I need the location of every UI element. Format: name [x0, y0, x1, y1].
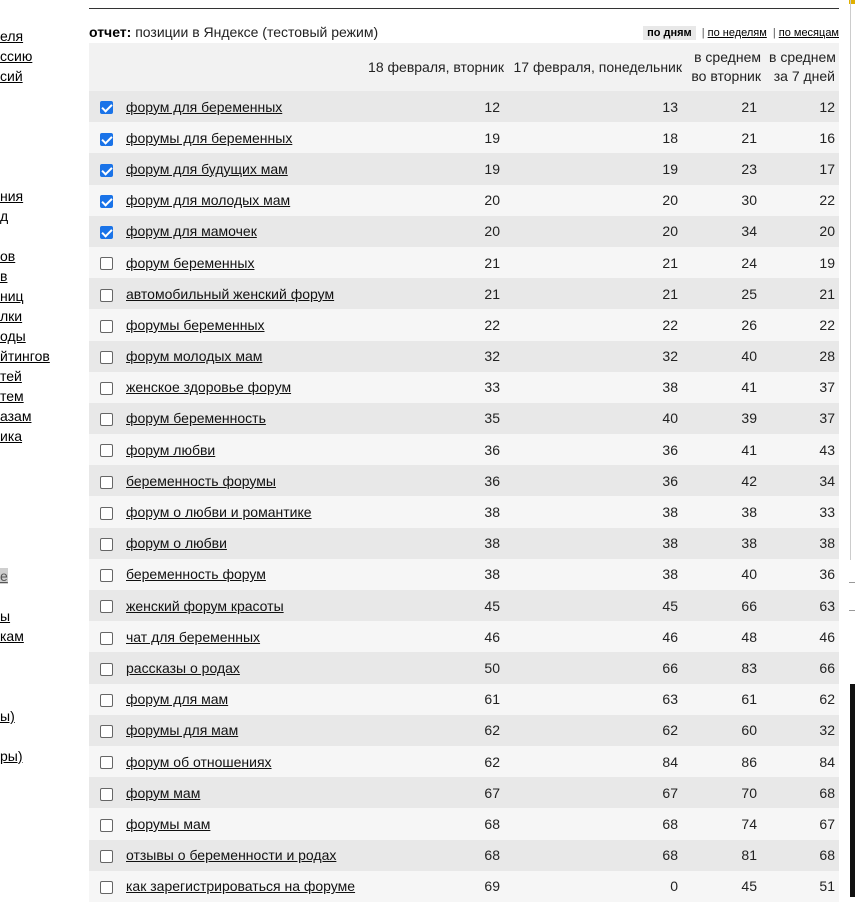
value-date-1: 19: [364, 122, 508, 153]
row-keyword-cell: [124, 871, 364, 902]
keyword-link[interactable]: отзывы о беременности и родах: [126, 847, 337, 864]
row-keyword-cell: [124, 309, 364, 340]
value-avg-tuesday: 48: [686, 621, 765, 652]
header-keyword-cell: [124, 43, 364, 91]
value-avg-tuesday: 42: [686, 465, 765, 496]
header-avg-7days-line1: в среднем: [769, 49, 836, 65]
row-keyword-cell: [124, 746, 364, 777]
row-keyword-cell: [124, 403, 364, 434]
value-avg-tuesday: 86: [686, 746, 765, 777]
table-header-row: [89, 43, 839, 91]
value-date-1: 20: [364, 216, 508, 247]
row-keyword-cell: [124, 278, 364, 309]
row-keyword-cell: [124, 496, 364, 527]
keyword-checkbox[interactable]: [100, 164, 113, 177]
keyword-checkbox[interactable]: [100, 694, 113, 707]
value-date-2: 62: [508, 715, 686, 746]
sidebar-link[interactable]: кам: [0, 628, 24, 644]
value-date-1: 62: [364, 746, 508, 777]
keyword-link[interactable]: форум молодых мам: [126, 348, 263, 365]
keyword-checkbox[interactable]: [100, 819, 113, 832]
period-separator: |: [701, 27, 705, 39]
value-date-2: 36: [508, 465, 686, 496]
value-avg-7days: 67: [765, 808, 839, 839]
sidebar-link[interactable]: д: [0, 208, 9, 224]
sidebar-link[interactable]: ниц: [0, 288, 24, 304]
value-avg-7days: 22: [765, 309, 839, 340]
table-row: [89, 465, 839, 496]
sidebar-link[interactable]: еля: [0, 28, 24, 44]
value-avg-tuesday: 25: [686, 278, 765, 309]
value-date-2: 20: [508, 216, 686, 247]
value-date-1: 21: [364, 278, 508, 309]
row-checkbox-cell: [89, 153, 124, 184]
row-checkbox-cell: [89, 777, 124, 808]
sidebar-link[interactable]: ов: [0, 248, 16, 264]
value-avg-tuesday: 38: [686, 528, 765, 559]
sidebar-link[interactable]: ссию: [0, 48, 33, 64]
value-date-2: 21: [508, 247, 686, 278]
value-date-1: 32: [364, 341, 508, 372]
row-keyword-cell: [124, 216, 364, 247]
right-edge-panel: [850, 684, 855, 897]
keyword-checkbox[interactable]: [100, 600, 113, 613]
sidebar-link[interactable]: азам: [0, 408, 32, 424]
value-date-2: 40: [508, 403, 686, 434]
value-avg-7days: 22: [765, 185, 839, 216]
row-checkbox-cell: [89, 278, 124, 309]
value-date-1: 36: [364, 465, 508, 496]
table-row: [89, 496, 839, 527]
value-date-1: 20: [364, 185, 508, 216]
keyword-link[interactable]: как зарегистрироваться на форуме: [126, 878, 356, 895]
row-checkbox-cell: [89, 341, 124, 372]
keyword-checkbox[interactable]: [100, 850, 113, 863]
table-row: [89, 372, 839, 403]
value-date-1: 33: [364, 372, 508, 403]
value-avg-7days: 66: [765, 652, 839, 683]
header-date-1: 18 февраля, вторник: [364, 43, 508, 91]
value-avg-7days: 51: [765, 871, 839, 902]
value-date-2: 84: [508, 746, 686, 777]
value-date-1: 22: [364, 309, 508, 340]
keyword-checkbox[interactable]: [100, 507, 113, 520]
sidebar-link[interactable]: ры): [0, 748, 23, 764]
keyword-link[interactable]: форум о любви: [126, 535, 227, 552]
keyword-link[interactable]: женский форум красоты: [126, 597, 284, 614]
value-date-1: 68: [364, 840, 508, 871]
value-avg-7days: 21: [765, 278, 839, 309]
row-keyword-cell: [124, 621, 364, 652]
value-date-1: 68: [364, 808, 508, 839]
table-row: [89, 434, 839, 465]
value-date-1: 46: [364, 621, 508, 652]
value-date-1: 19: [364, 153, 508, 184]
header-avg-7days-line2: за 7 дней: [773, 68, 835, 84]
value-avg-7days: 20: [765, 216, 839, 247]
table-row: [89, 153, 839, 184]
value-date-2: 21: [508, 278, 686, 309]
row-checkbox-cell: [89, 559, 124, 590]
keyword-checkbox[interactable]: [100, 444, 113, 457]
right-edge-dash: [849, 610, 855, 611]
value-avg-tuesday: 26: [686, 309, 765, 340]
keyword-link[interactable]: форум для беременных: [126, 98, 283, 115]
value-avg-7days: 34: [765, 465, 839, 496]
row-keyword-cell: [124, 185, 364, 216]
row-checkbox-cell: [89, 185, 124, 216]
row-checkbox-cell: [89, 808, 124, 839]
sidebar-link[interactable]: ы: [0, 608, 11, 624]
value-date-2: 18: [508, 122, 686, 153]
table-row: [89, 528, 839, 559]
value-avg-tuesday: 30: [686, 185, 765, 216]
value-date-2: 46: [508, 621, 686, 652]
value-avg-7days: 38: [765, 528, 839, 559]
table-row: [89, 840, 839, 871]
header-avg-tuesday-line2: во вторник: [691, 68, 761, 84]
row-checkbox-cell: [89, 684, 124, 715]
report-header: [89, 24, 839, 42]
keyword-link[interactable]: форум для будущих мам: [126, 160, 288, 177]
keyword-link[interactable]: форум беременных: [126, 254, 255, 271]
period-separator: |: [772, 27, 776, 39]
table-row: [89, 309, 839, 340]
value-avg-7days: 84: [765, 746, 839, 777]
period-by-months[interactable]: по месяцам: [778, 27, 839, 39]
sidebar-link[interactable]: оды: [0, 328, 26, 344]
keyword-link[interactable]: беременность форум: [126, 566, 266, 583]
keyword-checkbox[interactable]: [100, 476, 113, 489]
value-date-2: 0: [508, 871, 686, 902]
positions-table: [89, 43, 839, 902]
keyword-checkbox[interactable]: [100, 538, 113, 551]
row-keyword-cell: [124, 590, 364, 621]
value-avg-tuesday: 61: [686, 684, 765, 715]
report-title-text: позиции в Яндексе (тестовый режим): [131, 24, 379, 40]
sidebar: [0, 0, 60, 897]
value-avg-tuesday: 24: [686, 247, 765, 278]
value-avg-tuesday: 34: [686, 216, 765, 247]
row-keyword-cell: [124, 122, 364, 153]
keyword-link[interactable]: рассказы о родах: [126, 659, 240, 676]
value-avg-7days: 43: [765, 434, 839, 465]
value-avg-7days: 68: [765, 840, 839, 871]
table-row: [89, 247, 839, 278]
row-checkbox-cell: [89, 122, 124, 153]
value-avg-tuesday: 74: [686, 808, 765, 839]
sidebar-link[interactable]: сий: [0, 68, 23, 84]
value-avg-tuesday: 81: [686, 840, 765, 871]
header-avg-7days: [765, 43, 839, 91]
value-date-2: 38: [508, 528, 686, 559]
table-row: [89, 278, 839, 309]
keyword-link[interactable]: форумы мам: [126, 815, 211, 832]
row-checkbox-cell: [89, 590, 124, 621]
value-date-2: 22: [508, 309, 686, 340]
row-keyword-cell: [124, 341, 364, 372]
keyword-link[interactable]: автомобильный женский форум: [126, 285, 335, 302]
value-avg-7days: 36: [765, 559, 839, 590]
keyword-checkbox[interactable]: [100, 632, 113, 645]
keyword-link[interactable]: форум о любви и романтике: [126, 504, 312, 521]
value-date-2: 45: [508, 590, 686, 621]
row-checkbox-cell: [89, 840, 124, 871]
row-checkbox-cell: [89, 434, 124, 465]
row-keyword-cell: [124, 528, 364, 559]
value-date-1: 61: [364, 684, 508, 715]
keyword-checkbox[interactable]: [100, 788, 113, 801]
value-date-2: 68: [508, 808, 686, 839]
value-avg-7days: 62: [765, 684, 839, 715]
row-checkbox-cell: [89, 871, 124, 902]
value-date-1: 36: [364, 434, 508, 465]
keyword-link[interactable]: женское здоровье форум: [126, 379, 292, 396]
keyword-checkbox[interactable]: [100, 725, 113, 738]
row-keyword-cell: [124, 808, 364, 839]
period-switch: [643, 27, 839, 39]
value-date-2: 13: [508, 91, 686, 122]
value-avg-tuesday: 41: [686, 434, 765, 465]
keyword-checkbox[interactable]: [100, 413, 113, 426]
value-avg-7days: 17: [765, 153, 839, 184]
keyword-link[interactable]: форум для молодых мам: [126, 192, 291, 209]
value-date-1: 38: [364, 528, 508, 559]
row-checkbox-cell: [89, 91, 124, 122]
table-row: [89, 216, 839, 247]
value-avg-7days: 19: [765, 247, 839, 278]
row-checkbox-cell: [89, 465, 124, 496]
value-avg-7days: 32: [765, 715, 839, 746]
report-title-label: отчет:: [89, 24, 132, 40]
period-by-days[interactable]: по дням: [643, 26, 696, 40]
keyword-checkbox[interactable]: [100, 382, 113, 395]
value-avg-7days: 68: [765, 777, 839, 808]
table-row: [89, 559, 839, 590]
row-keyword-cell: [124, 465, 364, 496]
value-avg-tuesday: 40: [686, 559, 765, 590]
row-checkbox-cell: [89, 309, 124, 340]
row-checkbox-cell: [89, 746, 124, 777]
row-checkbox-cell: [89, 715, 124, 746]
keyword-link[interactable]: форум любви: [126, 441, 216, 458]
value-avg-tuesday: 21: [686, 122, 765, 153]
keyword-link[interactable]: чат для беременных: [126, 628, 261, 645]
value-avg-7days: 37: [765, 403, 839, 434]
row-checkbox-cell: [89, 403, 124, 434]
keyword-checkbox[interactable]: [100, 320, 113, 333]
value-date-1: 67: [364, 777, 508, 808]
value-date-1: 12: [364, 91, 508, 122]
table-row: [89, 122, 839, 153]
report-title: [89, 24, 378, 40]
header-checkbox-cell: [89, 43, 124, 91]
value-date-1: 38: [364, 496, 508, 527]
value-avg-tuesday: 83: [686, 652, 765, 683]
sidebar-link[interactable]: ика: [0, 428, 23, 444]
row-keyword-cell: [124, 91, 364, 122]
value-date-2: 67: [508, 777, 686, 808]
value-date-1: 69: [364, 871, 508, 902]
right-edge-line: [850, 0, 851, 560]
keyword-link[interactable]: форум для мамочек: [126, 223, 257, 240]
row-keyword-cell: [124, 372, 364, 403]
value-avg-7days: 46: [765, 621, 839, 652]
value-date-2: 68: [508, 840, 686, 871]
sidebar-link[interactable]: в: [0, 268, 8, 284]
value-avg-tuesday: 23: [686, 153, 765, 184]
sidebar-link[interactable]: йтингов: [0, 348, 50, 364]
value-avg-7days: 33: [765, 496, 839, 527]
keyword-checkbox[interactable]: [100, 569, 113, 582]
table-row: [89, 403, 839, 434]
value-avg-tuesday: 60: [686, 715, 765, 746]
keyword-checkbox[interactable]: [100, 663, 113, 676]
table-row: [89, 341, 839, 372]
value-date-2: 66: [508, 652, 686, 683]
sidebar-link[interactable]: тем: [0, 388, 24, 404]
value-avg-tuesday: 39: [686, 403, 765, 434]
value-date-2: 38: [508, 372, 686, 403]
table-body: [89, 91, 839, 902]
sidebar-link[interactable]: тей: [0, 368, 22, 384]
row-keyword-cell: [124, 153, 364, 184]
table-row: [89, 590, 839, 621]
table-row: [89, 777, 839, 808]
value-avg-tuesday: 41: [686, 372, 765, 403]
table-row: [89, 715, 839, 746]
keyword-link[interactable]: форум мам: [126, 784, 201, 801]
value-date-2: 19: [508, 153, 686, 184]
row-keyword-cell: [124, 715, 364, 746]
value-avg-tuesday: 38: [686, 496, 765, 527]
row-keyword-cell: [124, 559, 364, 590]
value-date-2: 38: [508, 559, 686, 590]
value-date-2: 20: [508, 185, 686, 216]
keyword-checkbox[interactable]: [100, 257, 113, 270]
sidebar-link[interactable]: ния: [0, 188, 24, 204]
table-row: [89, 185, 839, 216]
value-avg-7days: 37: [765, 372, 839, 403]
keyword-link[interactable]: форум для мам: [126, 691, 229, 708]
keyword-checkbox[interactable]: [100, 101, 113, 114]
row-checkbox-cell: [89, 216, 124, 247]
keyword-checkbox[interactable]: [100, 289, 113, 302]
table-row: [89, 621, 839, 652]
keyword-link[interactable]: форум беременность: [126, 410, 266, 427]
right-edge-dash: [849, 582, 855, 583]
row-checkbox-cell: [89, 621, 124, 652]
value-date-1: 62: [364, 715, 508, 746]
value-avg-7days: 12: [765, 91, 839, 122]
sidebar-link-active[interactable]: е: [0, 568, 8, 584]
row-checkbox-cell: [89, 372, 124, 403]
value-avg-tuesday: 21: [686, 91, 765, 122]
table-row: [89, 871, 839, 902]
row-keyword-cell: [124, 777, 364, 808]
table-row: [89, 652, 839, 683]
value-date-2: 32: [508, 341, 686, 372]
value-date-2: 36: [508, 434, 686, 465]
keyword-checkbox[interactable]: [100, 195, 113, 208]
keyword-link[interactable]: беременность форумы: [126, 472, 276, 489]
value-date-1: 38: [364, 559, 508, 590]
keyword-checkbox[interactable]: [100, 133, 113, 146]
value-date-1: 21: [364, 247, 508, 278]
row-keyword-cell: [124, 684, 364, 715]
value-date-2: 38: [508, 496, 686, 527]
keyword-checkbox[interactable]: [100, 351, 113, 364]
row-checkbox-cell: [89, 247, 124, 278]
value-avg-tuesday: 45: [686, 871, 765, 902]
row-keyword-cell: [124, 652, 364, 683]
sidebar-link[interactable]: ы): [0, 708, 15, 724]
keyword-checkbox[interactable]: [100, 756, 113, 769]
row-checkbox-cell: [89, 528, 124, 559]
keyword-link[interactable]: форумы для мам: [126, 722, 239, 739]
header-date-2: 17 февраля, понедельник: [508, 43, 686, 91]
value-avg-tuesday: 70: [686, 777, 765, 808]
row-keyword-cell: [124, 247, 364, 278]
sidebar-link[interactable]: лки: [0, 308, 23, 324]
row-keyword-cell: [124, 840, 364, 871]
header-avg-tuesday: [686, 43, 765, 91]
row-checkbox-cell: [89, 652, 124, 683]
header-avg-tuesday-line1: в среднем: [694, 49, 761, 65]
row-keyword-cell: [124, 434, 364, 465]
table-row: [89, 91, 839, 122]
table-row: [89, 746, 839, 777]
keyword-link[interactable]: форум об отношениях: [126, 753, 272, 770]
table-row: [89, 684, 839, 715]
keyword-checkbox[interactable]: [100, 226, 113, 239]
value-avg-7days: 63: [765, 590, 839, 621]
keyword-link[interactable]: форумы для беременных: [126, 129, 293, 146]
keyword-checkbox[interactable]: [100, 881, 113, 894]
value-avg-tuesday: 66: [686, 590, 765, 621]
value-date-1: 35: [364, 403, 508, 434]
value-date-1: 50: [364, 652, 508, 683]
row-checkbox-cell: [89, 496, 124, 527]
value-date-2: 63: [508, 684, 686, 715]
table-row: [89, 808, 839, 839]
value-avg-7days: 28: [765, 341, 839, 372]
value-date-1: 45: [364, 590, 508, 621]
value-avg-tuesday: 40: [686, 341, 765, 372]
top-divider: [89, 8, 839, 9]
period-by-weeks[interactable]: по неделям: [707, 27, 767, 39]
value-avg-7days: 16: [765, 122, 839, 153]
keyword-link[interactable]: форумы беременных: [126, 316, 265, 333]
